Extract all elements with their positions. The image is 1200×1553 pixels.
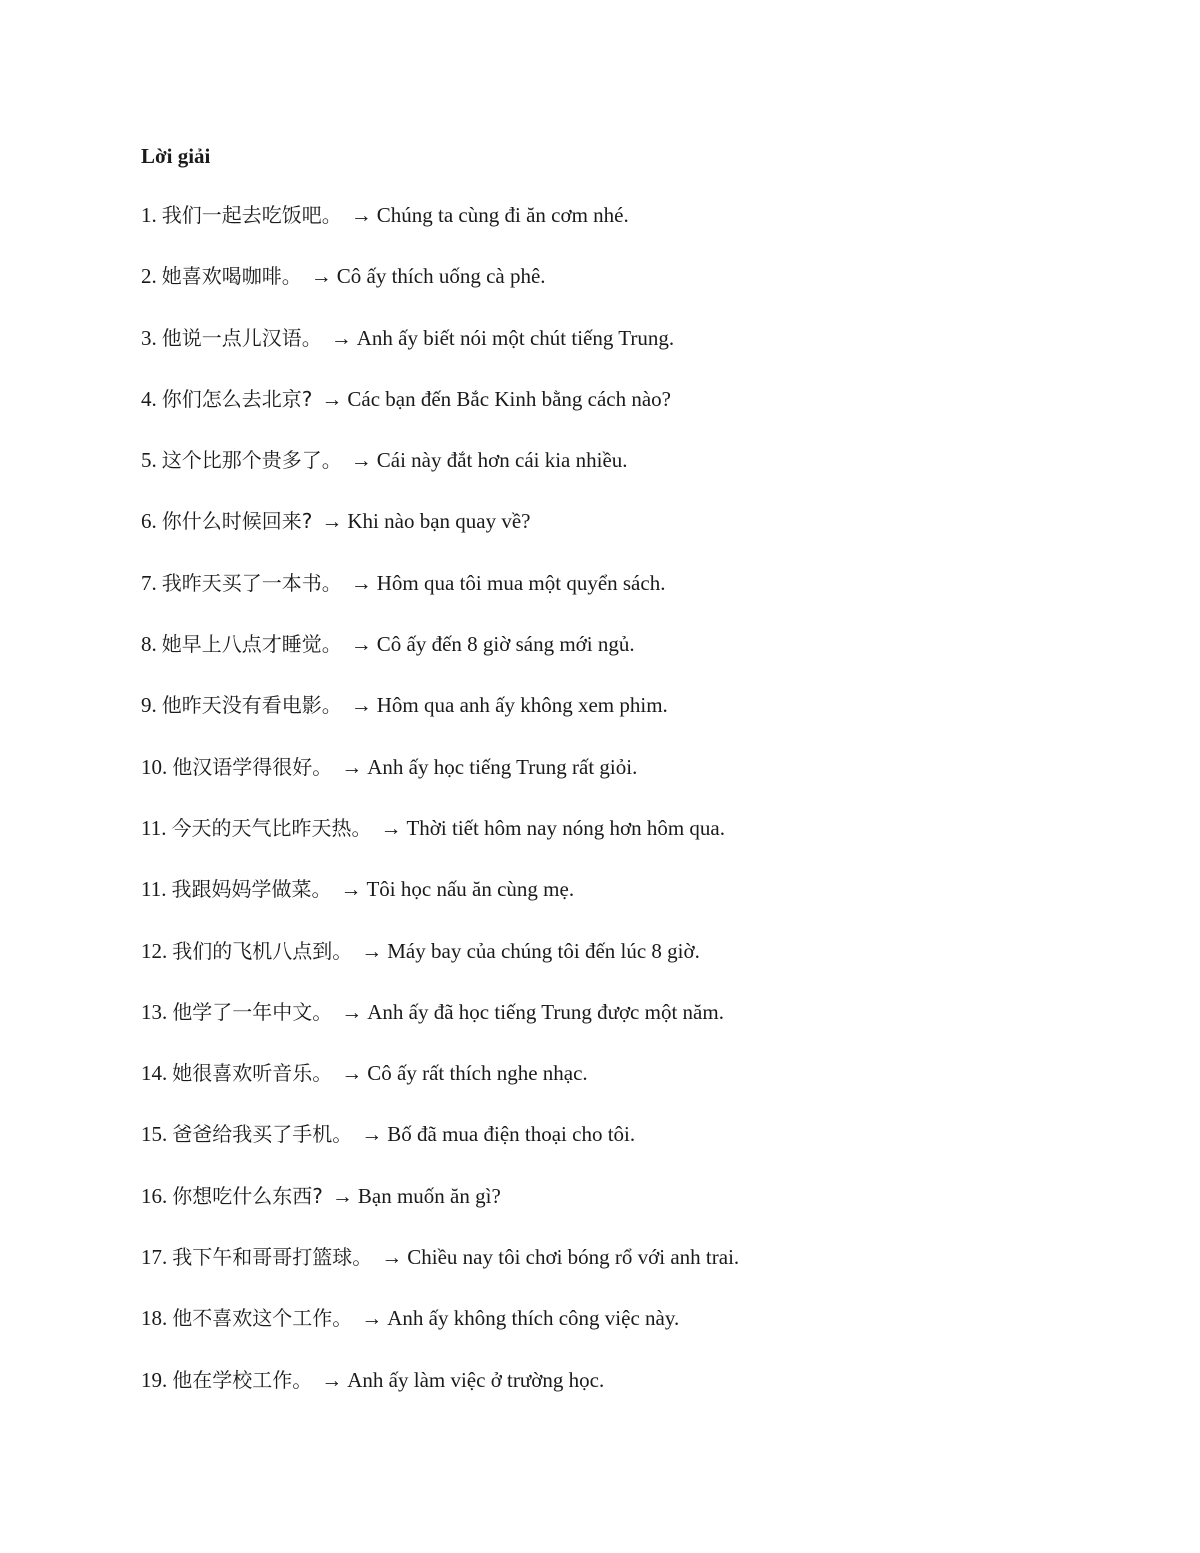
vietnamese-translation: Máy bay của chúng tôi đến lúc 8 giờ. — [387, 938, 700, 963]
item-number: 17. — [141, 1245, 168, 1270]
vietnamese-translation: Cô ấy thích uống cà phê. — [336, 264, 546, 289]
vietnamese-translation: Cô ấy đến 8 giờ sáng mới ngủ. — [376, 632, 635, 657]
answer-item — [141, 1365, 739, 1426]
chinese-sentence: 这个比那个贵多了。 — [161, 448, 342, 473]
chinese-sentence: 爸爸给我买了手机。 — [172, 1122, 353, 1147]
chinese-sentence: 我昨天买了一本书。 — [161, 570, 342, 595]
vietnamese-translation: Cái này đắt hơn cái kia nhiều. — [376, 448, 628, 473]
vietnamese-translation: Anh ấy đã học tiếng Trung được một năm. — [367, 999, 724, 1024]
item-number: 16. — [141, 1183, 168, 1208]
answer-item — [141, 506, 739, 567]
answer-list — [141, 200, 739, 1426]
chinese-sentence: 你们怎么去北京? — [161, 386, 313, 411]
arrow-icon: → — [350, 203, 372, 227]
answer-item — [141, 1303, 739, 1364]
chinese-sentence: 今天的天气比昨天热。 — [171, 815, 372, 840]
chinese-sentence: 她早上八点才睡觉。 — [161, 632, 342, 657]
item-number: 1. — [141, 203, 157, 227]
answer-item — [141, 874, 739, 935]
answer-item — [141, 568, 739, 629]
item-number: 7. — [141, 570, 157, 595]
chinese-sentence: 我们的飞机八点到。 — [172, 938, 353, 963]
answer-item — [141, 936, 739, 997]
arrow-icon: → — [331, 1183, 353, 1208]
chinese-sentence: 他在学校工作。 — [172, 1367, 313, 1392]
vietnamese-translation: Chiều nay tôi chơi bóng rổ với anh trai. — [407, 1245, 740, 1270]
chinese-sentence: 他学了一年中文。 — [172, 999, 333, 1024]
arrow-icon: → — [330, 325, 352, 350]
answer-item — [141, 323, 739, 384]
answer-item — [141, 1181, 739, 1242]
answer-item — [141, 690, 739, 751]
item-number: 12. — [141, 938, 168, 963]
arrow-icon: → — [341, 754, 363, 779]
arrow-icon: → — [350, 448, 372, 473]
chinese-sentence: 她很喜欢听音乐。 — [172, 1061, 333, 1086]
vietnamese-translation: Các bạn đến Bắc Kinh bằng cách nào? — [347, 386, 671, 411]
arrow-icon: → — [341, 999, 363, 1024]
chinese-sentence: 我们一起去吃饭吧。 — [161, 203, 342, 227]
chinese-sentence: 她喜欢喝咖啡。 — [161, 264, 302, 289]
item-number: 15. — [141, 1122, 168, 1147]
item-number: 14. — [141, 1061, 168, 1086]
arrow-icon: → — [310, 264, 332, 289]
answer-item — [141, 384, 739, 445]
chinese-sentence: 他昨天没有看电影。 — [161, 693, 342, 718]
arrow-icon: → — [340, 877, 362, 902]
answer-item — [141, 1242, 739, 1303]
item-number: 13. — [141, 999, 168, 1024]
arrow-icon: → — [361, 1306, 383, 1331]
chinese-sentence: 我下午和哥哥打篮球。 — [172, 1245, 373, 1270]
answer-item — [141, 445, 739, 506]
arrow-icon: → — [380, 815, 402, 840]
arrow-icon: → — [381, 1245, 403, 1270]
answer-item — [141, 752, 739, 813]
item-number: 8. — [141, 632, 157, 657]
item-number: 11. — [141, 815, 167, 840]
arrow-icon: → — [350, 632, 372, 657]
chinese-sentence: 你什么时候回来? — [161, 509, 313, 534]
vietnamese-translation: Bạn muốn ăn gì? — [357, 1183, 501, 1208]
item-number: 2. — [141, 264, 157, 289]
item-number: 9. — [141, 693, 157, 718]
item-number: 18. — [141, 1306, 168, 1331]
item-number: 10. — [141, 754, 168, 779]
vietnamese-translation: Cô ấy rất thích nghe nhạc. — [367, 1061, 588, 1086]
item-number: 3. — [141, 325, 157, 350]
chinese-sentence: 他汉语学得很好。 — [172, 754, 333, 779]
answer-item — [141, 200, 739, 261]
chinese-sentence: 他不喜欢这个工作。 — [172, 1306, 353, 1331]
item-number: 4. — [141, 386, 157, 411]
arrow-icon: → — [321, 1367, 343, 1392]
answer-item — [141, 1058, 739, 1119]
arrow-icon: → — [361, 1122, 383, 1147]
chinese-sentence: 我跟妈妈学做菜。 — [171, 877, 332, 902]
page-heading: Lời giải — [141, 144, 211, 168]
item-number: 19. — [141, 1367, 168, 1392]
arrow-icon: → — [341, 1061, 363, 1086]
vietnamese-translation: Bố đã mua điện thoại cho tôi. — [387, 1122, 636, 1147]
arrow-icon: → — [321, 509, 343, 534]
answer-item — [141, 261, 739, 322]
answer-item — [141, 813, 739, 874]
vietnamese-translation: Chúng ta cùng đi ăn cơm nhé. — [376, 203, 629, 227]
vietnamese-translation: Tôi học nấu ăn cùng mẹ. — [366, 877, 575, 902]
vietnamese-translation: Anh ấy làm việc ở trường học. — [347, 1367, 605, 1392]
arrow-icon: → — [361, 938, 383, 963]
answer-item — [141, 997, 739, 1058]
answer-item — [141, 1119, 739, 1180]
chinese-sentence: 他说一点儿汉语。 — [161, 325, 322, 350]
vietnamese-translation: Hôm qua anh ấy không xem phim. — [376, 693, 668, 718]
vietnamese-translation: Hôm qua tôi mua một quyển sách. — [376, 570, 666, 595]
vietnamese-translation: Anh ấy biết nói một chút tiếng Trung. — [356, 325, 675, 350]
vietnamese-translation: Khi nào bạn quay về? — [347, 509, 531, 534]
vietnamese-translation: Anh ấy học tiếng Trung rất giỏi. — [367, 754, 638, 779]
answer-item — [141, 629, 739, 690]
arrow-icon: → — [321, 386, 343, 411]
chinese-sentence: 你想吃什么东西? — [172, 1183, 323, 1208]
arrow-icon: → — [350, 693, 372, 718]
item-number: 11. — [141, 877, 167, 902]
item-number: 6. — [141, 509, 157, 534]
item-number: 5. — [141, 448, 157, 473]
vietnamese-translation: Anh ấy không thích công việc này. — [387, 1306, 680, 1331]
arrow-icon: → — [350, 570, 372, 595]
vietnamese-translation: Thời tiết hôm nay nóng hơn hôm qua. — [406, 815, 725, 840]
